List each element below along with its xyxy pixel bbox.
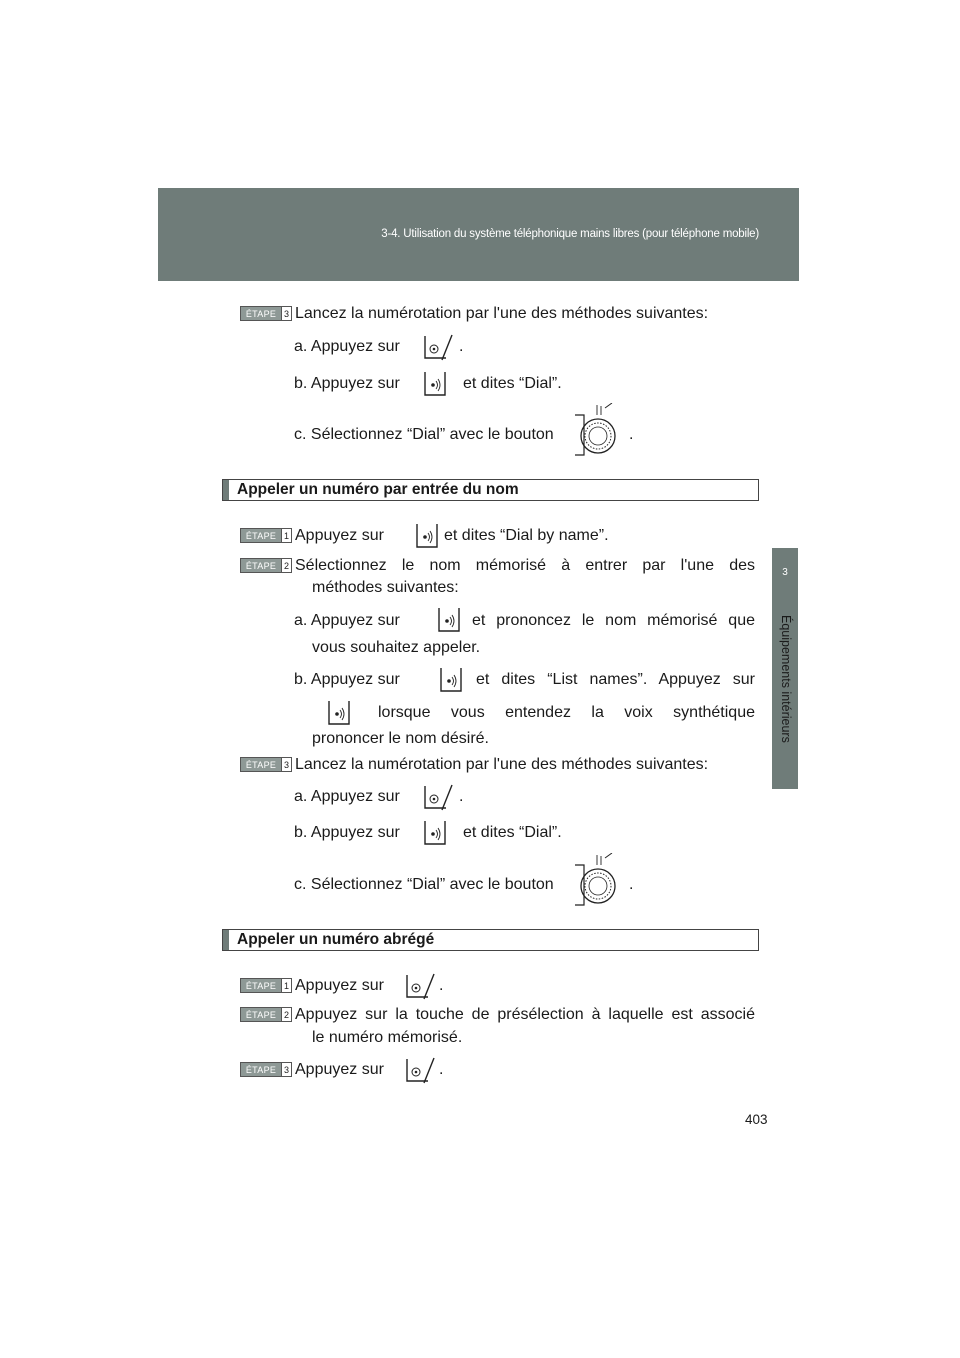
option-b: b. Appuyez sur (294, 671, 400, 688)
etape-badge: ÉTAPE 3 (240, 1062, 292, 1077)
step-text: Sélectionnez le nom mémorisé à entrer par l'une des (295, 557, 755, 574)
control-knob-icon (570, 403, 618, 461)
phone-talk-switch-icon (420, 333, 454, 363)
talk-switch-icon (412, 521, 442, 551)
option-a: a. Appuyez sur (294, 612, 400, 629)
option-b: b. Appuyez sur (294, 824, 400, 841)
etape-badge: ÉTAPE 3 (240, 306, 292, 321)
etape-badge: ÉTAPE 2 (240, 558, 292, 573)
breadcrumb: 3-4. Utilisation du système téléphonique mains libres (pour téléphone mobile) (381, 228, 759, 240)
talk-switch-icon (434, 605, 464, 635)
header-band (158, 188, 799, 281)
section-title: Appeler un numéro abrégé (237, 931, 435, 948)
talk-switch-icon (324, 698, 354, 728)
section-header (222, 479, 759, 501)
step-text: Appuyez sur (295, 1061, 384, 1078)
control-knob-icon (570, 853, 618, 911)
step-text: Appuyez sur la touche de présélection à laquelle est associé (295, 1006, 755, 1023)
step-text: Lancez la numérotation par l'une des méthodes suivantes: (295, 756, 709, 773)
etape-badge: ÉTAPE 1 (240, 528, 292, 543)
talk-switch-icon (436, 665, 466, 695)
section-title: Appeler un numéro par entrée du nom (237, 481, 519, 498)
chapter-number: 3 (782, 567, 788, 578)
step-text: Appuyez sur (295, 527, 384, 544)
phone-talk-switch-icon (402, 1056, 436, 1086)
step-text: Lancez la numérotation par l'une des méthodes suivantes: (295, 305, 709, 322)
talk-switch-icon (420, 369, 450, 399)
chapter-label: Équipements intérieurs (779, 615, 793, 743)
option-b: b. Appuyez sur (294, 375, 400, 392)
step-text: Appuyez sur (295, 977, 384, 994)
section-header (222, 929, 759, 951)
option-a: a. Appuyez sur (294, 338, 400, 355)
option-c: c. Sélectionnez “Dial” avec le bouton (294, 426, 554, 443)
etape-badge: ÉTAPE 1 (240, 978, 292, 993)
option-a: a. Appuyez sur (294, 788, 400, 805)
page-number: 403 (745, 1112, 768, 1127)
phone-talk-switch-icon (420, 783, 454, 813)
talk-switch-icon (420, 818, 450, 848)
etape-badge: ÉTAPE 3 (240, 757, 292, 772)
etape-badge: ÉTAPE 2 (240, 1007, 292, 1022)
option-c: c. Sélectionnez “Dial” avec le bouton (294, 876, 554, 893)
phone-talk-switch-icon (402, 972, 436, 1002)
